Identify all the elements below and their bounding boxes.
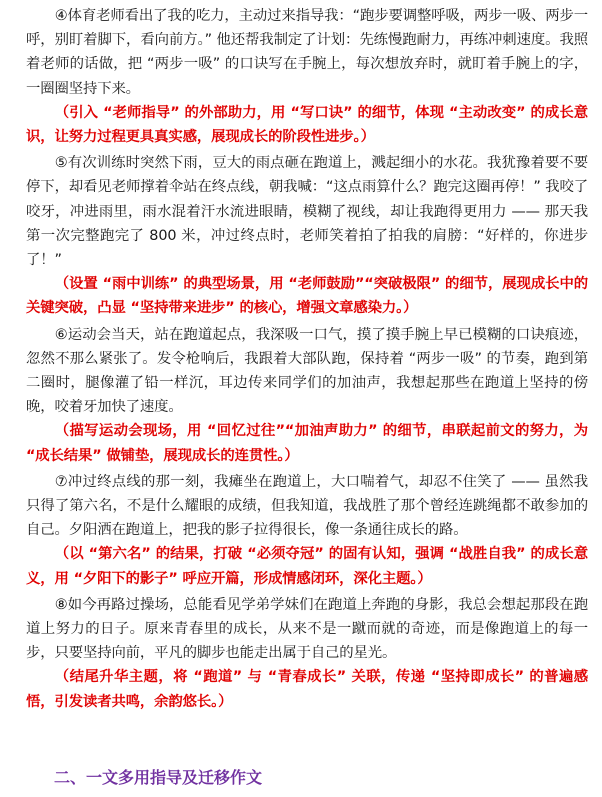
annotation-6: （描写运动会现场，用 “回忆过往”“加油声助力” 的细节，串联起前文的努力，为 “成长结果” 做铺垫，展现成长的连贯性。）	[26, 423, 588, 464]
paragraph-4: ④体育老师看出了我的吃力，主动过来指导我：“跑步要调整呼吸，两步一吸、两步一呼，别盯着脚下，看向前方。” 他还帮我制定了计划：先练慢跑耐力，再练冲刺速度。我照着老师的话做，把 “两步一吸” 的口诀写在手腕上，每次想放弃时，就盯着手腕上的字，一圈圈坚持下来。	[26, 8, 588, 97]
paragraph-6: ⑥运动会当天，站在跑道起点，我深吸一口气，摸了摸手腕上早已模糊的口诀痕迹，忽然不那么紧张了。发令枪响后，我跟着大部队跑，保持着 “两步一吸” 的节奏，跑到第二圈时，腿像灌了铅一样沉，耳边传来同学们的加油声，我想起那些在跑道上坚持的傍晚，咬着牙加快了速度。	[26, 326, 588, 416]
paragraph-8: ⑧如今再路过操场，总能看见学弟学妹们在跑道上奔跑的身影，我总会想起那段在跑道上努力的日子。原来青春里的成长，从来不是一蹴而就的奇迹，而是像跑道上的每一步，只要坚持向前，平凡的脚步也能走出属于自己的星光。	[26, 596, 588, 662]
annotation-7: （以 “第六名” 的结果，打破 “必须夺冠” 的固有认知，强调 “战胜自我” 的成长意义，用 “夕阳下的影子” 呼应开篇，形成情感闭环，深化主题。）	[26, 546, 588, 587]
section-heading: 二、一文多用指导及迁移作文	[54, 768, 263, 787]
paragraph-7: ⑦冲过终点线的那一刻，我瘫坐在跑道上，大口喘着气，却忍不住笑了 —— 虽然我只得了第六名，不是什么耀眼的成绩，但我知道，我战胜了那个曾经连跳绳都不敢参加的自己。夕阳洒在跑道上，把我的影子拉得很长，像一条通往成长的路。	[26, 473, 588, 539]
annotation-4: （引入 “老师指导” 的外部助力，用 “写口诀” 的细节，体现 “主动改变” 的成长意识，让努力过程更具真实感，展现成长的阶段性进步。）	[26, 104, 588, 146]
annotation-5: （设置 “雨中训练” 的典型场景，用 “老师鼓励”“突破极限” 的细节，展现成长中的关键突破，凸显 “坚持带来进步” 的核心，增强文章感染力。）	[26, 276, 588, 317]
paragraph-5: ⑤有次训练时突然下雨，豆大的雨点砸在跑道上，溅起细小的水花。我犹豫着要不要停下，却看见老师撑着伞站在终点线，朝我喊：“这点雨算什么？跑完这圈再停！” 我咬了咬牙，冲进雨里，雨水混着汗水流进眼睛，模糊了视线，却让我跑得更用力 —— 那天我第一次完整跑完了 800 米，冲过终点时，老师笑着拍了拍我的肩膀：“好样的，你进步了！”	[26, 155, 588, 269]
annotation-8: （结尾升华主题，将 “跑道” 与 “青春成长” 关联，传递 “坚持即成长” 的普遍感悟，引发读者共鸣，余韵悠长。）	[26, 669, 588, 710]
